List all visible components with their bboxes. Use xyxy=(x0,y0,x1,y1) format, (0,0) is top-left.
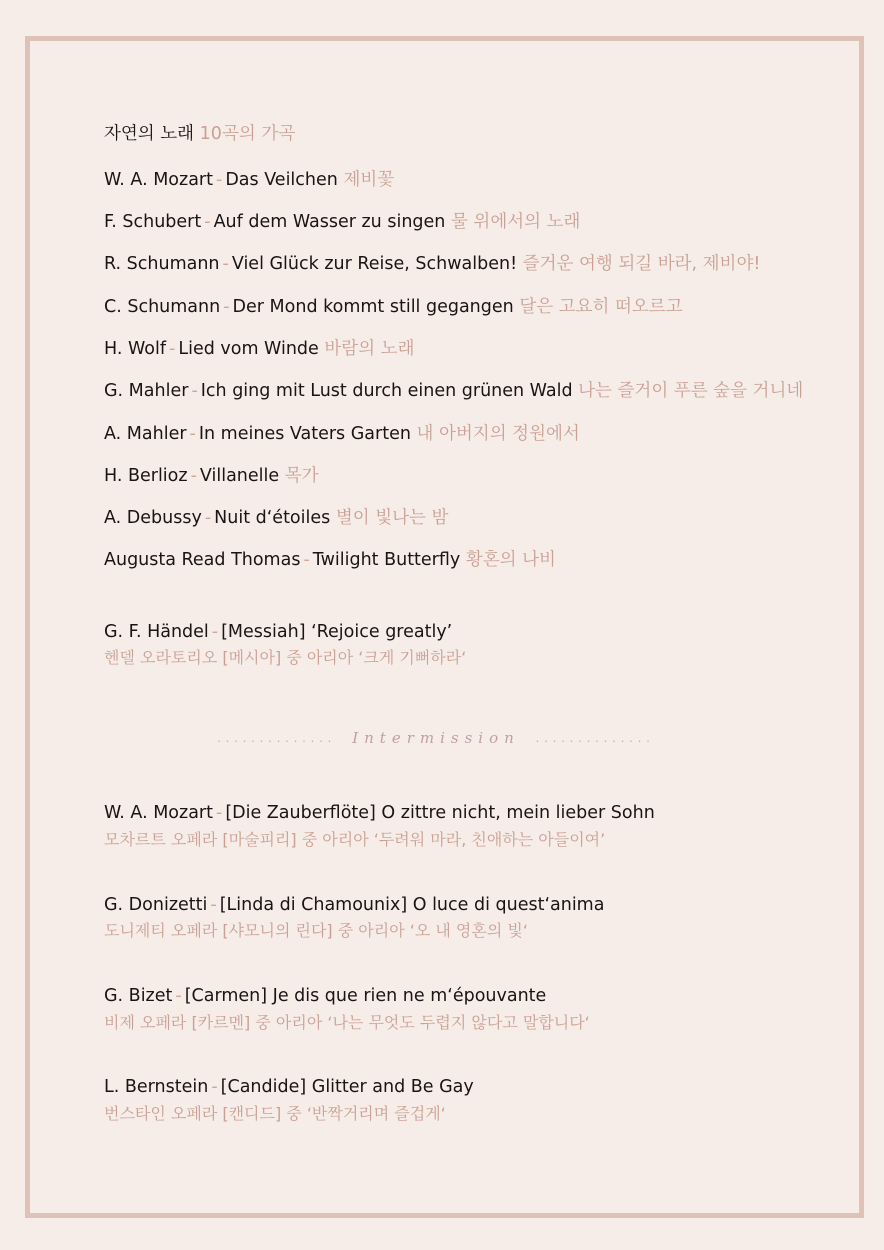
separator: - xyxy=(169,339,176,359)
song-composer: A. Mahler xyxy=(104,424,187,444)
song-korean-title: 물 위에서의 노래 xyxy=(450,212,581,232)
intermission-divider xyxy=(186,724,686,752)
song-composer: Augusta Read Thomas xyxy=(104,550,301,570)
separator: - xyxy=(222,254,229,274)
song-composer: C. Schumann xyxy=(104,297,221,317)
song-composer: R. Schumann xyxy=(104,254,220,274)
song-composer: H. Berlioz xyxy=(104,466,188,486)
song-title: Twilight Butterfly xyxy=(312,550,461,570)
separator: - xyxy=(191,381,198,401)
song-title: Viel Glück zur Reise, Schwalben! xyxy=(231,254,518,274)
separator: - xyxy=(215,170,223,190)
aria-korean-title: 모차르트 오페라 [마술피리] 중 아리아 ‘두려워 마라, 친애하는 아들이여’ xyxy=(104,830,606,849)
aria-title: [Candide] Glitter and Be Gay xyxy=(220,1077,474,1097)
separator: - xyxy=(189,424,196,444)
song-korean-title: 제비꽃 xyxy=(343,170,395,190)
song-korean-title: 달은 고요히 떠오르고 xyxy=(519,297,683,317)
aria-composer: G. Donizetti xyxy=(104,895,208,915)
aria-korean-title: 도니제티 오페라 [샤모니의 린다] 중 아리아 ‘오 내 영혼의 빛‘ xyxy=(104,921,528,940)
heading-subtitle: 10곡의 가곡 xyxy=(199,124,296,144)
intermission-dots-left: .............. xyxy=(217,731,337,745)
song-item xyxy=(104,506,448,530)
separator: - xyxy=(211,1077,218,1097)
intermission-label: Intermission xyxy=(352,729,520,747)
song-item xyxy=(104,464,319,488)
song-korean-title: 황혼의 나비 xyxy=(465,550,556,570)
song-item xyxy=(104,168,394,192)
handel-item xyxy=(104,620,452,644)
handel-composer: G. F. Händel xyxy=(104,622,209,642)
song-composer: A. Debussy xyxy=(104,508,202,528)
intermission-dots-right: .............. xyxy=(535,731,655,745)
song-korean-title: 내 아버지의 정원에서 xyxy=(416,424,580,444)
separator: - xyxy=(223,297,230,317)
song-item xyxy=(104,379,803,403)
aria-title: [Carmen] Je dis que rien ne m‘épouvante xyxy=(184,986,547,1006)
separator: - xyxy=(210,895,217,915)
program-heading xyxy=(104,122,295,146)
separator: - xyxy=(303,550,310,570)
song-title: In meines Vaters Garten xyxy=(198,424,411,444)
song-item xyxy=(104,295,683,319)
song-composer: F. Schubert xyxy=(104,212,202,232)
song-title: Ich ging mit Lust durch einen grünen Wald xyxy=(200,381,573,401)
song-korean-title: 나는 즐거이 푸른 숲을 거니네 xyxy=(578,381,804,401)
aria-composer: W. A. Mozart xyxy=(104,803,213,823)
handel-title: [Messiah] ‘Rejoice greatly’ xyxy=(221,622,453,642)
song-title: Lied vom Winde xyxy=(178,339,319,359)
aria-composer: L. Bernstein xyxy=(104,1077,209,1097)
handel-korean-title: 헨델 오라토리오 [메시아] 중 아리아 ‘크게 기뻐하라‘ xyxy=(104,648,467,667)
aria-korean-title: 비제 오페라 [카르멘] 중 아리아 ‘나는 무엇도 두렵지 않다고 말합니다‘ xyxy=(104,1013,590,1032)
song-korean-title: 목가 xyxy=(284,466,319,486)
song-korean-title: 즐거운 여행 되길 바라, 제비야! xyxy=(522,254,761,274)
song-title: Der Mond kommt still gegangen xyxy=(232,297,514,317)
song-composer: G. Mahler xyxy=(104,381,189,401)
heading-title: 자연의 노래 xyxy=(104,124,195,144)
song-title: Nuit d‘étoiles xyxy=(214,508,331,528)
aria-item xyxy=(104,893,604,917)
song-title: Das Veilchen xyxy=(225,170,338,190)
song-item xyxy=(104,422,580,446)
separator: - xyxy=(204,212,211,232)
song-item xyxy=(104,252,760,276)
aria-korean-title: 번스타인 오페라 [캔디드] 중 ‘반짝거리며 즐겁게‘ xyxy=(104,1104,446,1123)
song-korean-title: 별이 빛나는 밤 xyxy=(335,508,449,528)
aria-composer: G. Bizet xyxy=(104,986,173,1006)
separator: - xyxy=(204,508,212,528)
song-composer: H. Wolf xyxy=(104,339,166,359)
aria-title: [Linda di Chamounix] O luce di quest‘anima xyxy=(219,895,605,915)
song-item xyxy=(104,548,556,572)
aria-item xyxy=(104,1075,474,1099)
separator: - xyxy=(215,803,223,823)
song-item xyxy=(104,210,580,234)
separator: - xyxy=(175,986,182,1006)
song-title: Villanelle xyxy=(199,466,280,486)
aria-title: [Die Zauberflöte] O zittre nicht, mein lieber Sohn xyxy=(225,803,655,823)
separator: - xyxy=(211,622,219,642)
separator: - xyxy=(190,466,197,486)
aria-item xyxy=(104,984,546,1008)
song-composer: W. A. Mozart xyxy=(104,170,213,190)
song-title: Auf dem Wasser zu singen xyxy=(213,212,446,232)
song-item xyxy=(104,337,414,361)
song-korean-title: 바람의 노래 xyxy=(324,339,415,359)
aria-item xyxy=(104,801,655,825)
